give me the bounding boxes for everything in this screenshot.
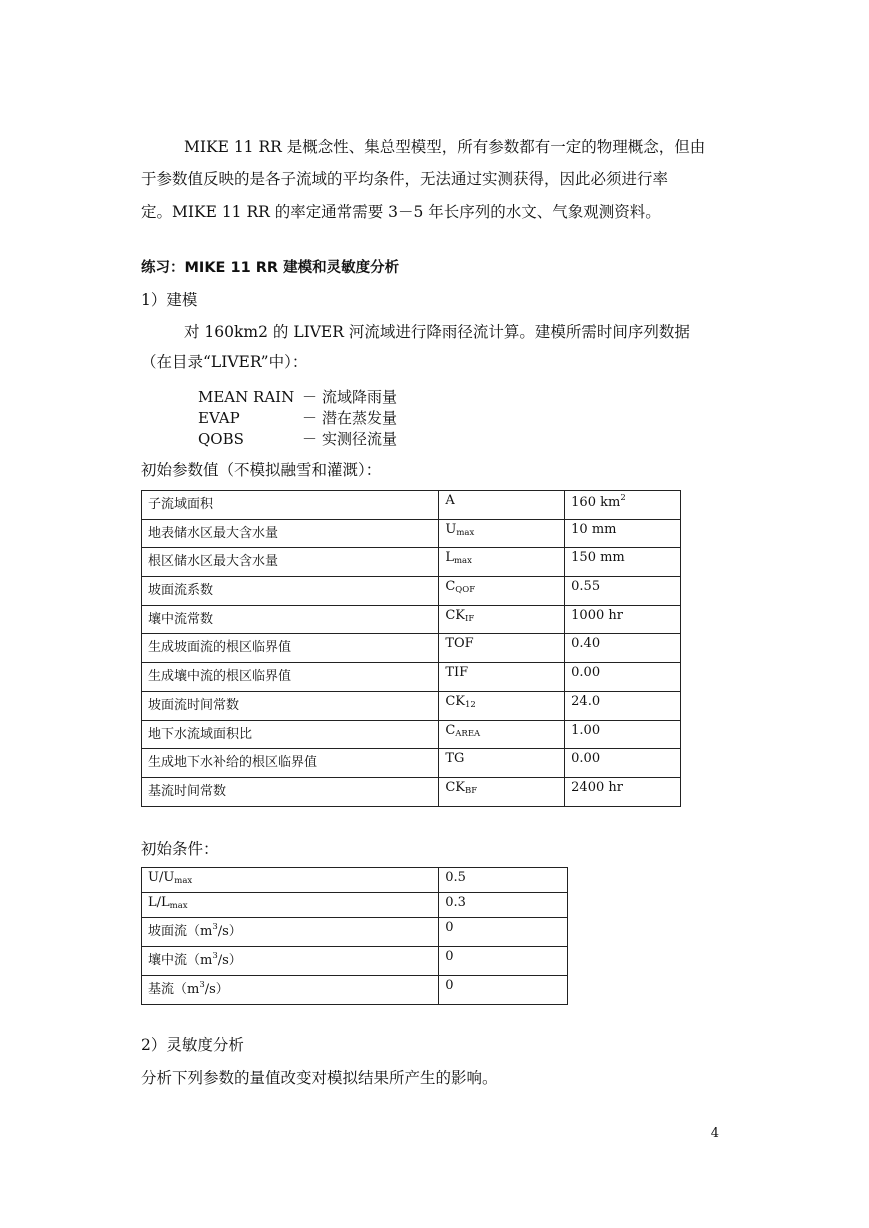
param-value xyxy=(565,777,681,806)
time-series-item xyxy=(198,408,397,429)
init-label xyxy=(142,947,439,976)
series-name: EVAP xyxy=(198,409,240,427)
param-symbol-subscript: max xyxy=(453,556,472,567)
init-label xyxy=(142,893,439,918)
param-value-text: 1000 hr xyxy=(571,607,623,623)
init-label-superscript: 3 xyxy=(212,951,218,961)
init-value: 0.3 xyxy=(439,893,568,918)
param-name: 地表储水区最大含水量 xyxy=(142,519,439,548)
init-label-post: /s） xyxy=(217,924,242,939)
param-symbol xyxy=(439,663,565,692)
param-symbol xyxy=(439,577,565,606)
init-label-pre: L/L xyxy=(148,895,170,910)
param-name: 壤中流常数 xyxy=(142,605,439,634)
param-symbol-subscript: IF xyxy=(465,613,475,624)
init-label-subscript: max xyxy=(174,876,193,886)
param-value xyxy=(565,749,681,778)
init-label-superscript: 3 xyxy=(199,980,205,990)
param-value xyxy=(565,691,681,720)
time-series-item xyxy=(198,429,397,450)
param-symbol xyxy=(439,720,565,749)
param-symbol-base: CK xyxy=(445,779,466,795)
init-label xyxy=(142,918,439,947)
init-label-post: /s） xyxy=(204,982,229,997)
param-symbol-subscript: max xyxy=(456,527,475,538)
intro-line-3: 定。MIKE 11 RR 的率定通常需要 3－5 年长序列的水文、气象观测资料。 xyxy=(141,203,661,221)
init-label-superscript: 3 xyxy=(212,922,218,932)
series-desc: 实测径流量 xyxy=(322,430,398,448)
param-name: 坡面流系数 xyxy=(142,577,439,606)
init-label-pre: 基流（m xyxy=(148,982,200,997)
param-symbol-base: CK xyxy=(445,607,466,623)
table-row xyxy=(142,947,568,976)
section2-heading: 2）灵敏度分析 xyxy=(141,1036,244,1054)
param-symbol xyxy=(439,634,565,663)
param-symbol-base: CK xyxy=(445,693,466,709)
param-symbol-base: A xyxy=(445,493,455,508)
series-desc: 流域降雨量 xyxy=(322,388,398,406)
series-desc: 潜在蒸发量 xyxy=(322,409,398,427)
param-value-text: 1.00 xyxy=(571,722,601,738)
init-label xyxy=(142,976,439,1005)
param-value-text: 0.40 xyxy=(571,636,601,652)
series-dash: － xyxy=(302,430,318,448)
series-name: MEAN RAIN xyxy=(198,388,295,406)
table-row xyxy=(142,918,568,947)
parameters-table xyxy=(141,490,681,807)
param-value xyxy=(565,577,681,606)
section1-text-2: （在目录“LIVER”中）： xyxy=(141,353,308,371)
time-series-item xyxy=(198,387,397,408)
param-value-text: 0.00 xyxy=(571,751,601,767)
param-value xyxy=(565,605,681,634)
init-heading: 初始条件： xyxy=(141,840,219,858)
param-value xyxy=(565,720,681,749)
table-row xyxy=(142,491,681,520)
table-row xyxy=(142,777,681,806)
param-symbol xyxy=(439,749,565,778)
param-symbol-subscript: QOF xyxy=(455,585,476,596)
param-symbol xyxy=(439,605,565,634)
table-row xyxy=(142,548,681,577)
param-value-text: 0.00 xyxy=(571,665,601,681)
exercise-title: 练习：MIKE 11 RR 建模和灵敏度分析 xyxy=(141,260,400,276)
table-row xyxy=(142,691,681,720)
param-name: 生成壤中流的根区临界值 xyxy=(142,663,439,692)
intro-line-1: MIKE 11 RR 是概念性、集总型模型，所有参数都有一定的物理概念，但由 xyxy=(184,138,706,156)
param-value xyxy=(565,634,681,663)
param-value-text: 150 mm xyxy=(571,550,625,566)
init-label-pre: 壤中流（m xyxy=(148,953,213,968)
param-symbol-base: TIF xyxy=(445,665,469,681)
param-name: 生成坡面流的根区临界值 xyxy=(142,634,439,663)
init-value: 0 xyxy=(439,976,568,1005)
init-label-pre: 坡面流（m xyxy=(148,924,213,939)
table-row xyxy=(142,634,681,663)
param-value xyxy=(565,491,681,520)
param-symbol-base: U xyxy=(445,521,457,537)
param-symbol-base: TG xyxy=(445,751,465,767)
param-name: 基流时间常数 xyxy=(142,777,439,806)
init-label-post: /s） xyxy=(217,953,242,968)
param-symbol-subscript: BF xyxy=(465,785,478,796)
param-value-text: 24.0 xyxy=(571,693,601,709)
table-row xyxy=(142,605,681,634)
param-name: 生成地下水补给的根区临界值 xyxy=(142,749,439,778)
params-heading: 初始参数值（不模拟融雪和灌溉）： xyxy=(141,461,382,479)
param-value-text: 2400 hr xyxy=(571,779,623,795)
param-symbol xyxy=(439,691,565,720)
table-row xyxy=(142,749,681,778)
table-row xyxy=(142,976,568,1005)
param-value-text: 10 mm xyxy=(571,521,617,537)
table-row xyxy=(142,868,568,893)
initial-conditions-table xyxy=(141,867,568,1005)
param-value-text: 160 km xyxy=(571,495,621,510)
param-value xyxy=(565,663,681,692)
param-name: 根区储水区最大含水量 xyxy=(142,548,439,577)
param-symbol xyxy=(439,777,565,806)
init-label-subscript: max xyxy=(169,901,188,911)
table-row xyxy=(142,519,681,548)
param-symbol-subscript: 12 xyxy=(465,699,476,710)
param-symbol-base: C xyxy=(445,579,456,595)
series-dash: － xyxy=(302,388,318,406)
page-number: 4 xyxy=(710,1126,719,1141)
section2-text: 分析下列参数的量值改变对模拟结果所产生的影响。 xyxy=(141,1069,498,1087)
intro-line-2: 于参数值反映的是各子流域的平均条件，无法通过实测获得，因此必须进行率 xyxy=(141,170,669,188)
series-name: QOBS xyxy=(198,430,244,448)
param-value xyxy=(565,548,681,577)
table-row xyxy=(142,663,681,692)
param-name: 地下水流域面积比 xyxy=(142,720,439,749)
init-value: 0.5 xyxy=(439,868,568,893)
param-symbol-base: C xyxy=(445,722,456,738)
section1-text-1: 对 160km2 的 LIVER 河流域进行降雨径流计算。建模所需时间序列数据 xyxy=(184,323,690,341)
param-value xyxy=(565,519,681,548)
param-value-text: 0.55 xyxy=(571,579,601,595)
param-symbol-base: TOF xyxy=(445,636,474,652)
table-row xyxy=(142,893,568,918)
param-symbol-subscript: AREA xyxy=(455,728,481,739)
table-row xyxy=(142,577,681,606)
param-name: 子流域面积 xyxy=(142,491,439,520)
init-label-pre: U/U xyxy=(148,870,175,885)
param-symbol-base: L xyxy=(445,550,454,566)
param-name: 坡面流时间常数 xyxy=(142,691,439,720)
init-value: 0 xyxy=(439,918,568,947)
param-symbol xyxy=(439,548,565,577)
param-value-superscript: 2 xyxy=(620,493,626,503)
init-label xyxy=(142,868,439,893)
series-dash: － xyxy=(302,409,318,427)
param-symbol xyxy=(439,491,565,520)
table-row xyxy=(142,720,681,749)
section1-heading: 1）建模 xyxy=(141,291,198,309)
init-value: 0 xyxy=(439,947,568,976)
param-symbol xyxy=(439,519,565,548)
